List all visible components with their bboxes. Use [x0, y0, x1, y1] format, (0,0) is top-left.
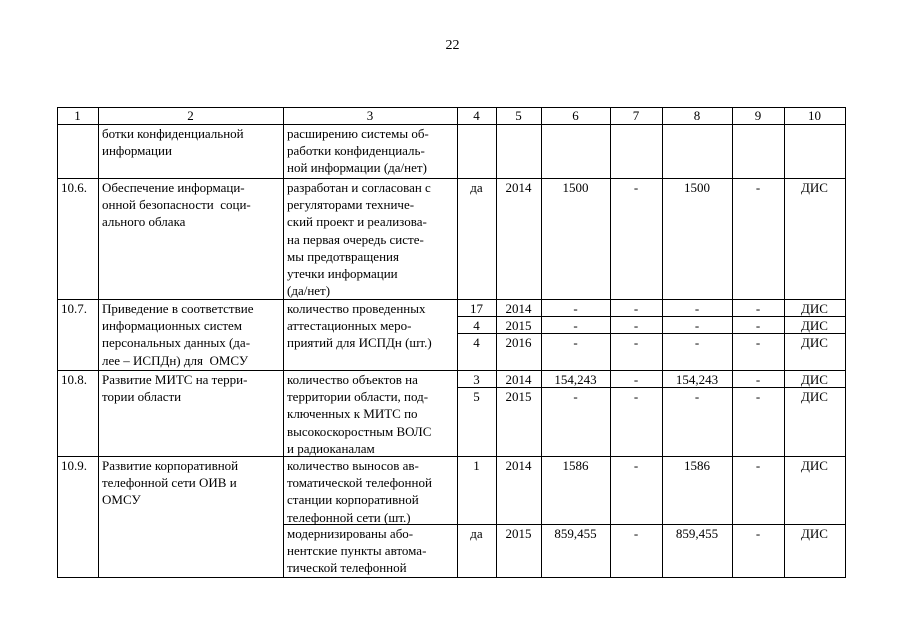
activity-name-line: Развитие МИТС на терри- [102, 372, 248, 387]
cell-c5: 2015 [505, 389, 532, 404]
cell-c5: 2015 [505, 318, 532, 333]
indicator-line: количество объектов на [287, 372, 418, 387]
column-header: 3 [366, 108, 374, 123]
cell-c8: 1500 [684, 180, 710, 195]
cell-c9: - [755, 335, 761, 350]
activity-name-line: онной безопасности соци- [102, 197, 251, 213]
column-header: 10 [808, 108, 821, 123]
cell-c8: - [694, 389, 700, 404]
indicator-line: и радиоканалам [287, 440, 375, 456]
table-bottom-border [57, 577, 845, 578]
column-header: 1 [74, 108, 81, 123]
cell-c10: ДИС [801, 458, 828, 473]
activity-name-line: Развитие корпоративной [102, 458, 239, 473]
cell-c9: - [755, 180, 761, 195]
indicator-line: аттестационных меро- [287, 318, 412, 334]
activity-name-line: информационных систем [102, 318, 243, 334]
activity-name-line: телефонной сети ОИВ и [102, 475, 237, 491]
cell-c4: да [470, 180, 483, 195]
column-border [57, 107, 58, 578]
cell-c6: 859,455 [554, 526, 597, 541]
indicator-line: количество проведенных [287, 301, 426, 316]
cell-c9: - [755, 372, 761, 387]
cell-c8: 859,455 [675, 526, 719, 541]
column-border [845, 107, 846, 578]
cell-c5: 2015 [505, 526, 532, 541]
indicator-line: территории области, под- [287, 389, 429, 405]
cell-c4: да [470, 526, 483, 541]
activity-name-line: лее – ИСПДн) для ОМСУ [102, 352, 249, 368]
cell-c6: 1500 [562, 180, 589, 195]
activity-name-line: ального облака [102, 214, 186, 230]
column-border [283, 107, 284, 578]
activity-name-line: персональных данных (да- [102, 335, 251, 351]
indicator-line: ной информации (да/нет) [287, 160, 427, 176]
cell-c4: 5 [473, 389, 480, 404]
cell-c5: 2014 [505, 458, 532, 473]
cell-c8: 154,243 [675, 372, 719, 387]
cell-c7: - [633, 318, 639, 333]
indicator-line: станции корпоративной [287, 492, 419, 508]
cell-c9: - [755, 301, 761, 316]
cell-c7: - [633, 389, 639, 404]
activity-name-line: ботки конфиденциальной [102, 126, 244, 141]
indicator-line: работки конфиденциаль- [287, 143, 425, 159]
cell-c9: - [755, 526, 761, 541]
cell-c7: - [633, 458, 639, 473]
cell-c9: - [755, 458, 761, 473]
cell-c10: ДИС [801, 372, 828, 387]
indicator-line: количество выносов ав- [287, 458, 419, 473]
cell-c6: 154,243 [554, 372, 597, 387]
cell-c5: 2014 [505, 372, 532, 387]
cell-c5: 2014 [505, 180, 532, 195]
indicator-line: мы предотвращения [287, 248, 399, 264]
cell-c7: - [633, 372, 639, 387]
cell-c8: 1586 [684, 458, 710, 473]
row-number: 10.7. [61, 301, 87, 316]
indicator-line: приятий для ИСПДн (шт.) [287, 335, 432, 351]
cell-c4: 17 [470, 301, 483, 316]
cell-c7: - [633, 180, 639, 195]
indicator-line: утечки информации [287, 266, 398, 281]
cell-c6: - [573, 335, 578, 350]
indicator-line: ский проект и реализова- [287, 214, 427, 230]
activity-name-line: тории области [102, 389, 182, 405]
cell-c6: - [573, 301, 578, 316]
column-header: 7 [632, 108, 640, 123]
cell-c10: ДИС [801, 180, 828, 195]
cell-c9: - [755, 318, 761, 333]
indicator-line: расширению системы об- [287, 126, 429, 141]
cell-c10: ДИС [801, 526, 828, 541]
row-number: 10.9. [61, 458, 87, 473]
indicator-line: тической телефонной [287, 560, 407, 576]
cell-c10: ДИС [801, 335, 828, 350]
indicator-line: томатической телефонной [287, 475, 432, 491]
indicator-line: телефонной сети (шт.) [287, 509, 411, 525]
cell-c6: - [573, 389, 578, 404]
cell-c4: 1 [473, 458, 480, 473]
indicator-line: высокоскоростным ВОЛС [287, 423, 432, 439]
activity-name-line: Приведение в соответствие [102, 301, 254, 316]
cell-c10: ДИС [801, 318, 828, 333]
indicator-line: ключенных к МИТС по [287, 406, 418, 422]
activity-name-line: Обеспечение информаци- [102, 180, 245, 195]
cell-c7: - [633, 526, 639, 541]
cell-c6: - [573, 318, 578, 333]
cell-c8: - [694, 318, 700, 333]
indicator-line: разработан и согласован с [287, 180, 431, 195]
cell-c7: - [633, 335, 639, 350]
cell-c10: ДИС [801, 389, 828, 404]
page-number: 22 [445, 38, 460, 53]
cell-c8: - [694, 335, 700, 350]
cell-c6: 1586 [562, 458, 589, 473]
cell-c5: 2016 [505, 335, 532, 350]
column-header: 2 [187, 108, 194, 123]
cell-c4: 3 [473, 372, 480, 387]
cell-c8: - [694, 301, 700, 316]
column-header: 5 [515, 108, 522, 123]
activity-name-line: информации [102, 143, 172, 159]
cell-c7: - [633, 301, 639, 316]
indicator-line: модернизированы або- [287, 526, 414, 541]
row-number: 10.6. [61, 180, 87, 195]
column-border [98, 107, 99, 578]
cell-c5: 2014 [505, 301, 532, 316]
row-number: 10.8. [61, 372, 87, 387]
cell-c4: 4 [473, 335, 480, 350]
column-header: 4 [473, 108, 480, 123]
cell-c10: ДИС [801, 301, 828, 316]
cell-c9: - [755, 389, 761, 404]
activity-name-line: ОМСУ [102, 492, 141, 508]
indicator-line: на первая очередь систе- [287, 231, 424, 247]
column-header: 9 [754, 108, 762, 123]
indicator-line: регуляторами техниче- [287, 197, 415, 213]
indicator-line: (да/нет) [287, 283, 331, 299]
cell-c4: 4 [473, 318, 480, 333]
column-header: 8 [693, 108, 701, 123]
column-header: 6 [572, 108, 579, 123]
indicator-line: нентские пункты автома- [287, 543, 427, 559]
